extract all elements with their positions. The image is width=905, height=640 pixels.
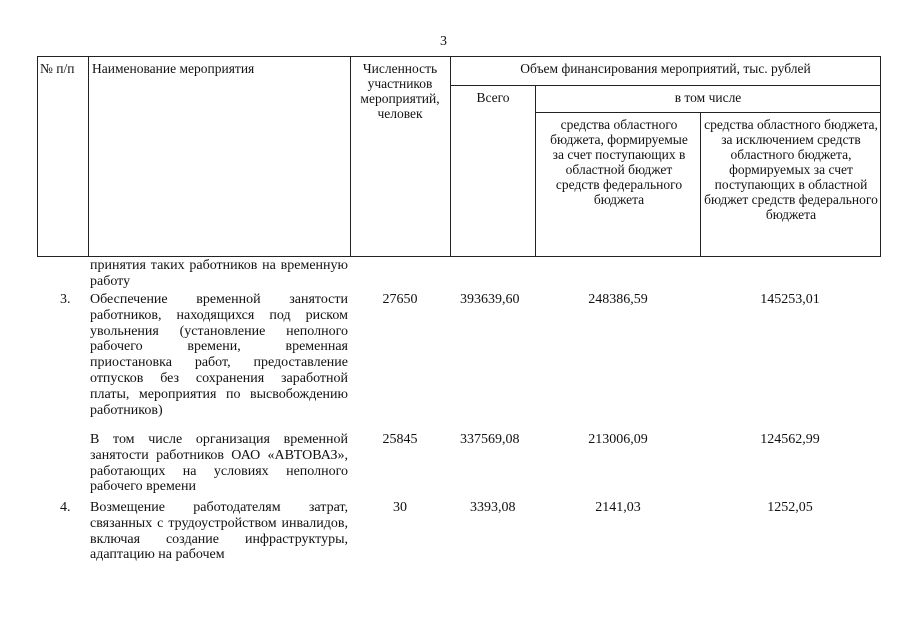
table-divider-total-incl xyxy=(535,85,536,257)
header-col-funding: Объем финансирования мероприятий, тыс. рублей xyxy=(520,61,811,76)
table-row-4-num: 4. xyxy=(60,500,71,515)
table-row-3-regional: 145253,01 xyxy=(760,292,820,307)
table-row-4-name: Возмещение работодателям затрат, связанных с трудоустройством инвалидов, включая создание инфраструктуры, адаптацию на рабочем xyxy=(90,500,348,563)
table-row-4-regional: 1252,05 xyxy=(767,500,813,515)
table-top-border xyxy=(37,56,881,57)
table-row-3-count: 27650 xyxy=(382,292,418,307)
table-header-divider-incl xyxy=(535,112,881,113)
table-row-3-incl-count: 25845 xyxy=(382,432,418,447)
table-divider-count-funding xyxy=(450,56,451,257)
table-row-3-incl-name: В том числе организация временной занятости работников ОАО «АВТОВАЗ», работающих на условиях неполного рабочего времени xyxy=(90,432,348,495)
table-header-bottom-border xyxy=(37,256,881,257)
table-row-3-incl-total: 337569,08 xyxy=(460,432,520,447)
table-border-left xyxy=(37,56,38,257)
header-col-name: Наименование мероприятия xyxy=(92,61,255,76)
table-border-right xyxy=(880,56,881,257)
header-col-federal: средства областного бюджета, формируемые за счет поступающих в областной бюджет средств федерального бюджета xyxy=(550,117,688,207)
table-row-3-total: 393639,60 xyxy=(460,292,520,307)
table-row-3-name: Обеспечение временной занятости работников, находящихся под риском увольнения (установление неполного рабочего времени, временная приостановка работ, предоставление отпусков без сохранения заработной платы, мероприятия по высвобождению работников) xyxy=(90,292,348,418)
table-divider-num-name xyxy=(88,56,89,257)
header-col-incl: в том числе xyxy=(674,90,742,105)
table-row-3-incl-regional: 124562,99 xyxy=(760,432,820,447)
table-row-3-incl-federal: 213006,09 xyxy=(588,432,648,447)
header-col-count: Численность участников мероприятий, человек xyxy=(360,61,440,121)
header-col-number: № п/п xyxy=(40,61,75,76)
table-row-4-count: 30 xyxy=(393,500,407,515)
table-divider-name-count xyxy=(350,56,351,257)
table-row-continuation-name: принятия таких работников на временную работу xyxy=(90,258,348,289)
table-header-divider-funding xyxy=(450,85,881,86)
table-row-3-num: 3. xyxy=(60,292,71,307)
table-row-3-federal: 248386,59 xyxy=(588,292,648,307)
header-col-regional: средства областного бюджета, за исключением средств областного бюджета, формируемых за счет поступающих в областной бюджет средств федерального бюджета xyxy=(704,117,878,222)
page-number: 3 xyxy=(440,34,447,49)
table-divider-federal-regional xyxy=(700,112,701,257)
table-row-4-total: 3393,08 xyxy=(470,500,516,515)
table-row-4-federal: 2141,03 xyxy=(595,500,641,515)
header-col-total: Всего xyxy=(476,90,510,105)
